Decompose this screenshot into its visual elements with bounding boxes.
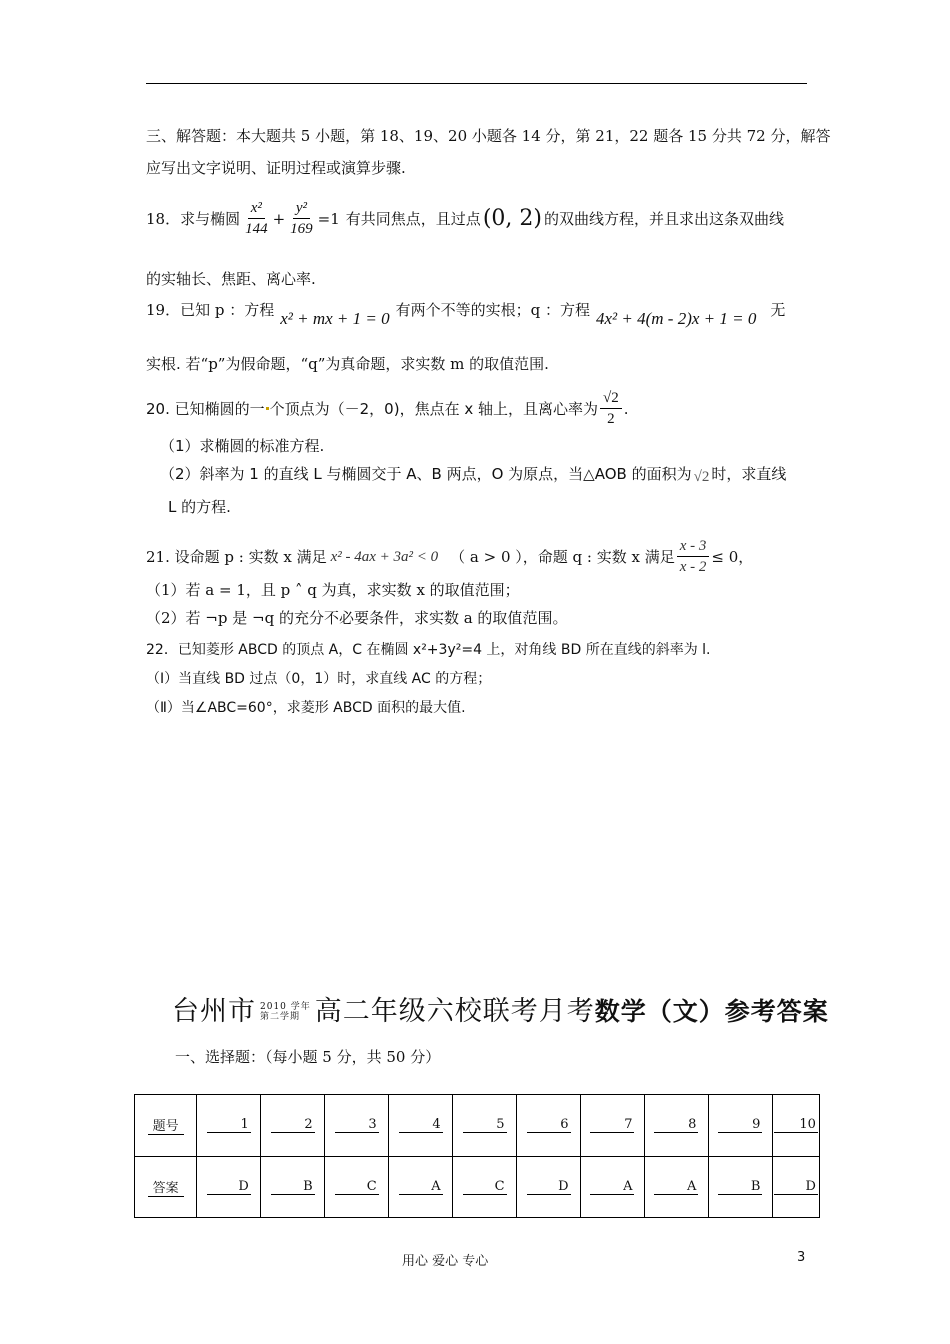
q18-mid: 有共同焦点，且过点 — [345, 209, 481, 228]
answer-value: C — [463, 1179, 507, 1195]
q21-tail: ≤ 0， — [711, 547, 754, 566]
section1-heading: 一、选择题：（每小题 5 分，共 50 分） — [175, 1048, 441, 1066]
question-21 — [146, 536, 753, 577]
answer-value: A — [654, 1179, 698, 1195]
q21-cond: （ a > 0 ），命题 q : 实数 x 满足 — [450, 547, 675, 566]
table-cell — [581, 1156, 645, 1218]
q20-sub3: L 的方程. — [168, 498, 231, 516]
q20-sub2-sqrt: √2 — [693, 469, 710, 485]
table-cell — [708, 1156, 772, 1218]
question-number: 6 — [527, 1117, 571, 1133]
table-cell — [644, 1095, 708, 1157]
table-cell — [453, 1095, 517, 1157]
title-year-bottom: 第二学期 — [260, 1012, 301, 1022]
q20-sub2b: 时，求直线 — [711, 465, 787, 483]
q18-point: (0, 2) — [482, 205, 542, 231]
answer-value: D — [207, 1179, 251, 1195]
q19-prefix: 19．已知 p ：方程 — [146, 301, 275, 319]
question-20 — [146, 388, 629, 429]
table-cell — [453, 1156, 517, 1218]
q18-eq: =1 — [317, 209, 340, 228]
title-subject: 数学（文）参考答案 — [594, 997, 829, 1026]
row-label-answer: 答案 — [148, 1177, 184, 1197]
table-cell — [261, 1156, 325, 1218]
table-cell — [644, 1156, 708, 1218]
marker-dot — [266, 407, 269, 410]
table-cell — [772, 1095, 819, 1157]
q18-frac2-den: 169 — [290, 221, 313, 237]
q19-line2: 实根. 若“p”为假命题，“q”为真命题，求实数 m 的取值范围. — [146, 355, 549, 373]
q20-prefix2: 个顶点为（－2，0)，焦点在 x 轴上，且离心率为 — [269, 399, 598, 418]
page-number: 3 — [797, 1250, 806, 1265]
answer-value: A — [399, 1179, 443, 1195]
title-year-stack — [260, 1002, 311, 1022]
question-19 — [146, 300, 786, 328]
q21-sub1: （1）若 a = 1，且 p ˄ q 为真，求实数 x 的取值范围； — [146, 581, 520, 599]
table-cell — [708, 1095, 772, 1157]
question-number: 1 — [207, 1117, 251, 1133]
q20-sub1: （1）求椭圆的标准方程. — [160, 437, 325, 455]
question-number: 9 — [718, 1117, 762, 1133]
row-label-number: 题号 — [148, 1115, 184, 1135]
title-city: 台州市 — [172, 996, 256, 1027]
q19-eq1: x² + mx + 1 = 0 — [280, 309, 390, 328]
q21-ineq: x² - 4ax + 3a² < 0 — [330, 548, 439, 565]
q21-frac-num: x - 3 — [677, 536, 710, 557]
q18-plus: + — [272, 209, 286, 228]
answer-title — [172, 995, 829, 1029]
q22-line2: （Ⅰ）当直线 BD 过点（0，1）时，求直线 AC 的方程； — [146, 671, 492, 687]
q18-suffix: 的双曲线方程，并且求出这条双曲线 — [543, 209, 784, 228]
footer-slogan: 用心 爱心 专心 — [402, 1254, 489, 1269]
q18-line2: 的实轴长、焦距、离心率. — [146, 270, 316, 288]
q20-frac-den: 2 — [607, 411, 615, 427]
q19-mid: 有两个不等的实根；q ：方程 — [395, 301, 590, 319]
question-number: 2 — [271, 1117, 315, 1133]
q21-sub2: （2）若 ¬p 是 ¬q 的充分不必要条件，求实数 a 的取值范围。 — [146, 609, 568, 627]
title-grade: 高二年级六校联考月考 — [314, 996, 595, 1027]
q20-frac — [600, 388, 622, 429]
answer-value: B — [718, 1179, 762, 1195]
answer-value: D — [527, 1179, 571, 1195]
answer-value: A — [590, 1179, 634, 1195]
table-cell-label — [135, 1156, 197, 1218]
section3-line1: 三、解答题：本大题共 5 小题，第 18、19、20 小题各 14 分，第 21，22 题各 15 分共 72 分，解答 — [146, 127, 831, 145]
q21-frac-den: x - 2 — [679, 559, 707, 575]
table-cell — [197, 1156, 261, 1218]
table-cell — [325, 1156, 389, 1218]
table-cell — [517, 1156, 581, 1218]
q18-prefix: 18．求与椭圆 — [146, 209, 241, 228]
q18-frac1-den: 144 — [245, 221, 268, 237]
table-cell — [772, 1156, 819, 1218]
q18-frac2 — [287, 198, 316, 239]
question-number: 5 — [463, 1117, 507, 1133]
question-number: 8 — [654, 1117, 698, 1133]
title-year-top: 2010 学年 — [260, 1002, 311, 1012]
q20-end: . — [623, 399, 629, 418]
q20-sub2 — [160, 464, 786, 484]
table-cell — [261, 1095, 325, 1157]
table-row-numbers — [135, 1095, 820, 1157]
table-cell — [197, 1095, 261, 1157]
section3-line2: 应写出文字说明、证明过程或演算步骤. — [146, 159, 406, 177]
table-cell — [389, 1156, 453, 1218]
q22-line1: 22．已知菱形 ABCD 的顶点 A，C 在椭圆 x²+3y²=4 上，对角线 BD 所在直线的斜率为 l. — [146, 642, 711, 658]
answer-value: C — [335, 1179, 379, 1195]
q20-prefix: 20. 已知椭圆的一 — [146, 399, 265, 418]
q18-frac1 — [242, 198, 271, 239]
header-rule — [146, 83, 807, 84]
q18-frac2-num: y² — [293, 198, 310, 219]
q18-frac1-num: x² — [248, 198, 265, 219]
question-number: 4 — [399, 1117, 443, 1133]
question-number: 7 — [590, 1117, 634, 1133]
q20-sub2a: （2）斜率为 1 的直线 L 与椭圆交于 A、B 两点，O 为原点，当△AOB 的面积为 — [160, 465, 692, 483]
answer-value: D — [774, 1179, 818, 1195]
table-cell — [581, 1095, 645, 1157]
table-cell — [389, 1095, 453, 1157]
table-row-answers — [135, 1156, 820, 1218]
answer-value: B — [271, 1179, 315, 1195]
q19-suffix: 无 — [770, 301, 786, 319]
q20-frac-num: √2 — [600, 388, 622, 409]
q19-eq2: 4x² + 4(m - 2)x + 1 = 0 — [596, 309, 757, 328]
question-number: 10 — [774, 1117, 818, 1133]
table-cell-label — [135, 1095, 197, 1157]
answer-table — [134, 1094, 820, 1218]
question-18 — [146, 198, 784, 239]
q22-line3: （Ⅱ）当∠ABC=60°，求菱形 ABCD 面积的最大值. — [146, 700, 466, 716]
q21-prefix: 21. 设命题 p : 实数 x 满足 — [146, 547, 327, 566]
table-cell — [517, 1095, 581, 1157]
table-cell — [325, 1095, 389, 1157]
question-number: 3 — [335, 1117, 379, 1133]
q21-frac — [677, 536, 710, 577]
